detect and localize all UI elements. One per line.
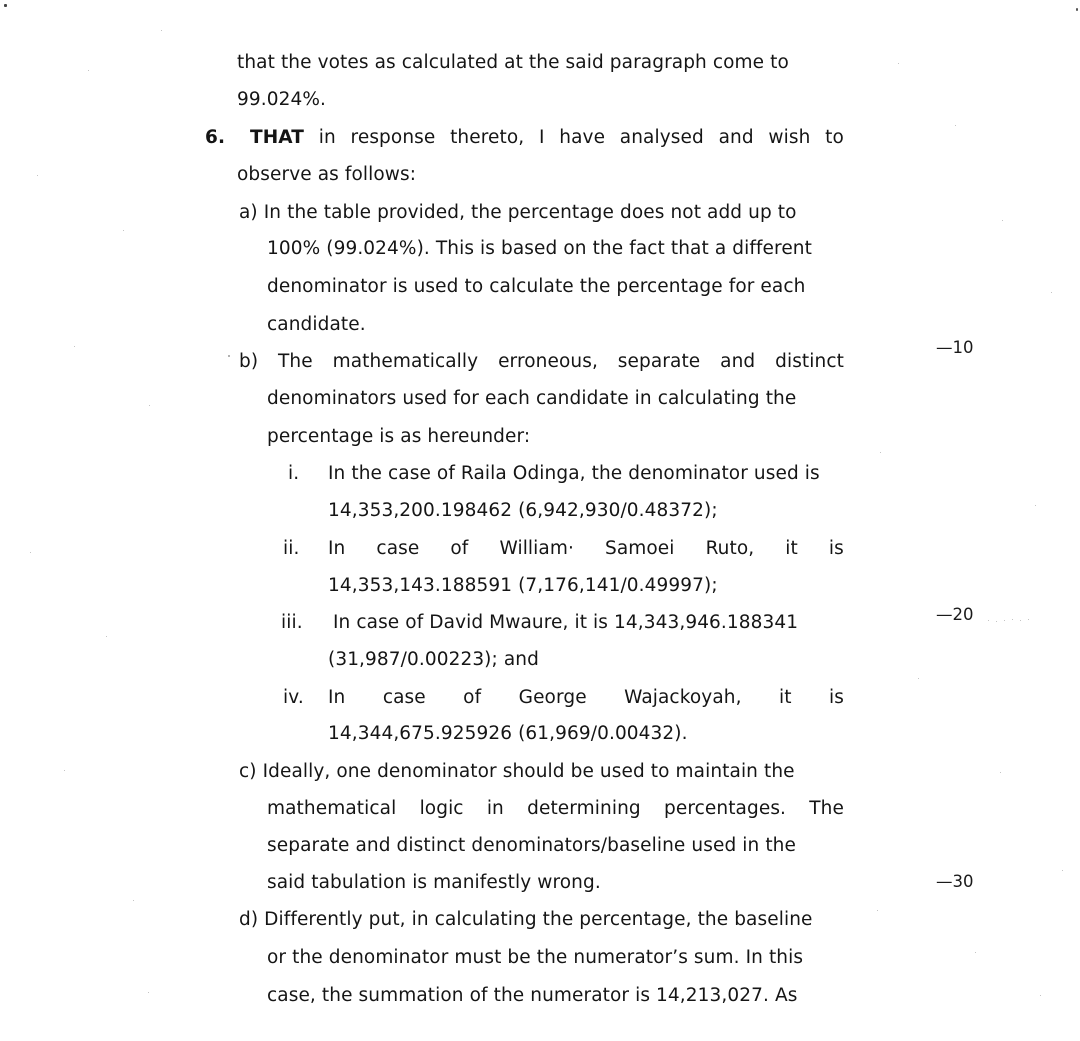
sub-item-i-line-1: In the case of Raila Odinga, the denominator used is — [328, 463, 820, 484]
scan-speck — [37, 175, 38, 176]
margin-line-number: —30 — [936, 872, 974, 891]
word: determining — [527, 798, 641, 819]
sub-item-iv-line-1 — [328, 686, 844, 710]
item-d-line-2: or the denominator must be the numerator’s sum. In this — [267, 947, 804, 968]
sub-item-i-line-2: 14,353,200.198462 (6,942,930/0.48372); — [328, 500, 718, 521]
word: in — [318, 127, 336, 148]
sub-item-i-label: i. — [288, 463, 300, 484]
word: b) — [239, 351, 259, 372]
word: William· — [499, 538, 574, 559]
word: In — [328, 687, 346, 708]
scan-speck — [123, 230, 124, 231]
item-b-line-3: percentage is as hereunder: — [267, 426, 531, 447]
scan-speck — [1028, 619, 1029, 620]
word: of — [463, 687, 482, 708]
scan-speck — [955, 125, 956, 126]
paragraph-number: 6. — [205, 127, 226, 148]
sub-item-iii-label: iii. — [281, 612, 303, 633]
item-b-line-1 — [239, 350, 844, 374]
item-c-line-1: c) Ideally, one denominator should be used to maintain the — [239, 761, 795, 782]
scan-speck — [1000, 772, 1001, 773]
word: is — [829, 687, 844, 708]
scan-speck — [1020, 620, 1021, 621]
scan-speck — [988, 620, 989, 621]
scan-speck — [918, 678, 919, 679]
word: distinct — [775, 351, 844, 372]
word: In — [328, 538, 346, 559]
intro-line-2: 99.024%. — [237, 89, 326, 110]
scan-speck — [1002, 220, 1003, 221]
word: Samoei — [604, 538, 675, 559]
scan-speck — [149, 405, 150, 406]
scan-speck — [1035, 505, 1036, 506]
scan-speck — [64, 770, 65, 771]
scan-speck — [1004, 620, 1005, 621]
margin-line-number: —20 — [936, 605, 974, 624]
sub-item-iii-line-1: In case of David Mwaure, it is 14,343,946.188341 — [333, 612, 799, 633]
sub-item-ii-line-1 — [328, 537, 844, 561]
item-b-line-2: denominators used for each candidate in calculating the — [267, 388, 797, 409]
word: have — [559, 127, 606, 148]
word: separate — [617, 351, 701, 372]
scan-speck — [996, 621, 997, 622]
word: erroneous, — [498, 351, 598, 372]
scan-speck — [1062, 870, 1063, 871]
sub-item-iv-label: iv. — [283, 687, 304, 708]
sub-item-ii-label: ii. — [283, 538, 300, 559]
scan-speck — [74, 346, 75, 347]
scan-speck — [228, 355, 230, 357]
item-c-line-3: separate and distinct denominators/baseline used in the — [267, 835, 796, 856]
paragraph-6-line-2: observe as follows: — [237, 164, 417, 185]
paragraph-lead: THAT — [250, 127, 305, 148]
word: it — [785, 538, 798, 559]
word: George — [518, 687, 587, 708]
word: case — [382, 687, 426, 708]
word: and — [718, 127, 754, 148]
margin-line-number: —10 — [936, 338, 974, 357]
scan-speck — [30, 552, 31, 553]
scan-speck — [1012, 619, 1013, 620]
scan-speck — [161, 30, 162, 31]
word: case — [376, 538, 420, 559]
scan-speck — [880, 452, 881, 453]
scan-speck — [4, 4, 7, 7]
item-d-line-3: case, the summation of the numerator is 14,213,027. As — [267, 985, 798, 1006]
scan-speck — [88, 70, 89, 71]
item-c-line-4: said tabulation is manifestly wrong. — [267, 872, 601, 893]
word: thereto, — [450, 127, 525, 148]
word: wish — [768, 127, 811, 148]
scan-speck — [898, 63, 899, 64]
word: in — [486, 798, 504, 819]
item-a-line-1: a) In the table provided, the percentage does not add up to — [239, 202, 797, 223]
word: analysed — [619, 127, 704, 148]
scan-speck — [133, 900, 134, 901]
scan-speck — [975, 952, 976, 953]
intro-line-1: that the votes as calculated at the said paragraph come to — [237, 52, 789, 73]
item-d-line-1: d) Differently put, in calculating the percentage, the baseline — [239, 909, 813, 930]
word: is — [828, 538, 844, 559]
word: The — [809, 798, 844, 819]
sub-item-ii-line-2: 14,353,143.188591 (7,176,141/0.49997); — [328, 575, 718, 596]
scan-speck — [1051, 292, 1052, 293]
scan-speck — [106, 636, 107, 637]
word: response — [350, 127, 436, 148]
scan-speck — [1040, 995, 1041, 996]
sub-item-iii-line-2: (31,987/0.00223); and — [328, 649, 539, 670]
item-c-line-2 — [267, 797, 844, 821]
word: percentages. — [664, 798, 787, 819]
word: Ruto, — [705, 538, 755, 559]
word: The — [278, 351, 313, 372]
word: Wajackoyah, — [624, 687, 742, 708]
word: mathematically — [332, 351, 479, 372]
item-a-line-2: 100% (99.024%). This is based on the fact that a different — [267, 238, 812, 259]
word: I — [539, 127, 545, 148]
scan-speck — [877, 910, 878, 911]
word: to — [825, 127, 844, 148]
sub-item-iv-line-2: 14,344,675.925926 (61,969/0.00432). — [328, 723, 688, 744]
word: of — [450, 538, 469, 559]
word: it — [779, 687, 792, 708]
paragraph-6-line-1 — [250, 126, 844, 150]
scan-speck — [1076, 8, 1078, 11]
scan-speck — [148, 992, 149, 993]
item-a-line-4: candidate. — [267, 314, 366, 335]
word: mathematical — [267, 798, 397, 819]
item-a-line-3: denominator is used to calculate the percentage for each — [267, 276, 806, 297]
word: and — [720, 351, 756, 372]
word: logic — [419, 798, 464, 819]
